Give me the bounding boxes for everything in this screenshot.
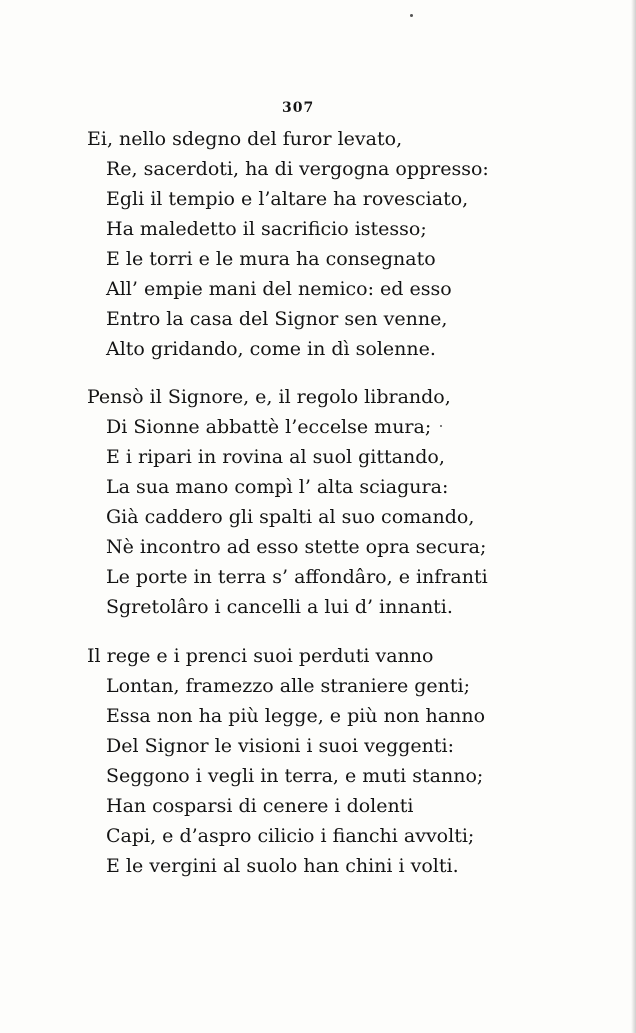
verse-line: E i ripari in rovina al suol gittando, — [106, 446, 445, 468]
verse-line: Pensò il Signore, e, il regolo librando, — [87, 386, 451, 408]
verse-line: Ha maledetto il sacrificio istesso; — [106, 218, 427, 240]
verse-line: Già caddero gli spalti al suo comando, — [106, 506, 475, 528]
verse-line: All’ empie mani del nemico: ed esso — [106, 278, 452, 300]
verse-line: Alto gridando, come in dì solenne. — [106, 338, 436, 360]
stanza-3 — [87, 641, 485, 881]
verse-line: Seggono i vegli in terra, e muti stanno; — [106, 765, 484, 787]
stanza-1 — [87, 124, 489, 364]
verse-line: Entro la casa del Signor sen venne, — [106, 308, 448, 330]
verse-line: Le porte in terra s’ affondâro, e infranti — [106, 566, 488, 588]
stanza-2 — [87, 382, 488, 622]
ink-speck — [410, 14, 413, 17]
verse-line: Egli il tempio e l’altare ha rovesciato, — [106, 188, 469, 210]
verse-line: Essa non ha più legge, e più non hanno — [106, 705, 486, 727]
verse-line: Lontan, framezzo alle straniere genti; — [106, 675, 471, 697]
verse-line: Di Sionne abbattè l’eccelse mura; — [106, 416, 432, 438]
verse-line: E le vergini al suolo han chini i volti. — [106, 855, 459, 877]
verse-line: Del Signor le visioni i suoi veggenti: — [106, 735, 454, 757]
verse-line: Sgretolâro i cancelli a lui d’ innanti. — [106, 596, 453, 618]
verse-line: Il rege e i prenci suoi perduti vanno — [87, 645, 434, 667]
verse-line: Nè incontro ad esso stette opra secura; — [106, 536, 487, 558]
verse-line: Ei, nello sdegno del furor levato, — [87, 128, 403, 150]
verse-line: Re, sacerdoti, ha di vergogna oppresso: — [106, 158, 489, 180]
page-number: 307 — [282, 100, 315, 116]
verse-line: La sua mano compì l’ alta sciagura: — [106, 476, 449, 498]
page-edge-shadow — [631, 0, 636, 1033]
verse-line: Capi, e d’aspro cilicio i fianchi avvolti; — [106, 825, 475, 847]
verse-line: Han cosparsi di cenere i dolenti — [106, 795, 414, 817]
verse-line: E le torri e le mura ha consegnato — [106, 248, 436, 270]
